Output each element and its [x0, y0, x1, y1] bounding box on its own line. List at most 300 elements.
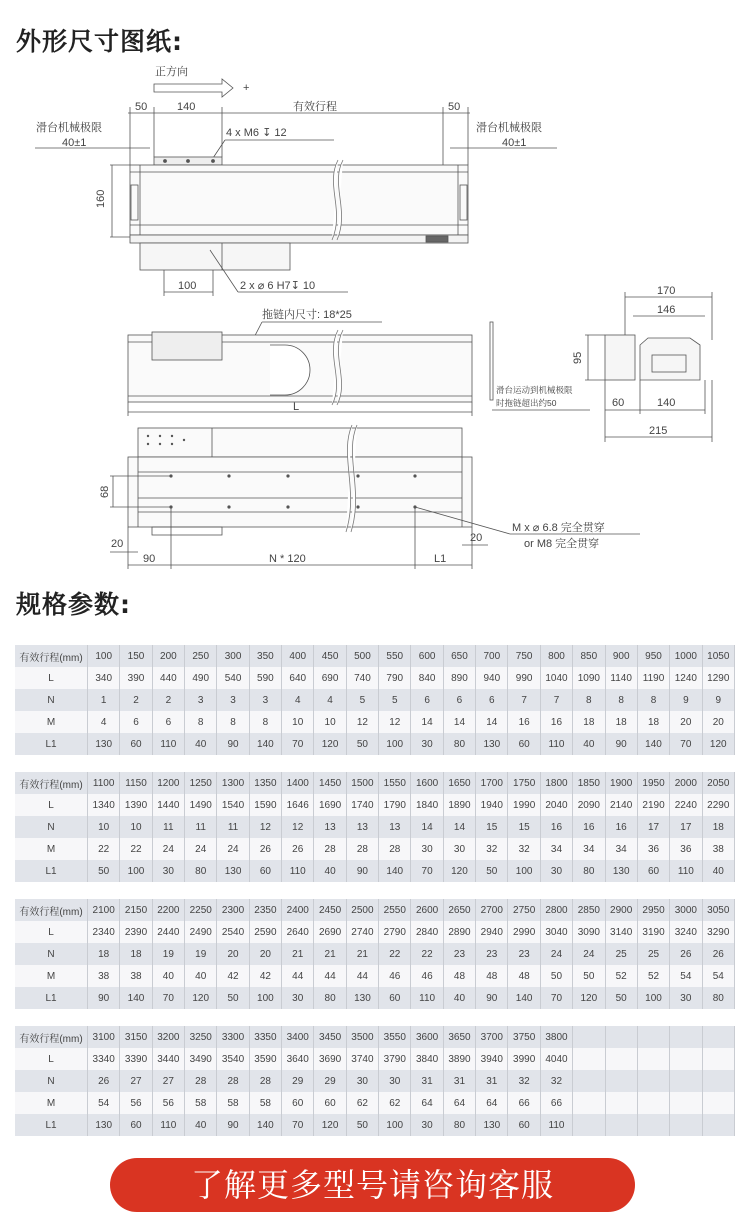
- table-cell: 110: [152, 733, 184, 755]
- table-cell: 90: [217, 1114, 249, 1136]
- table-cell: 1590: [249, 794, 281, 816]
- table-cell: 1140: [605, 667, 637, 689]
- table-cell: 120: [185, 987, 217, 1009]
- table-cell: 3300: [217, 1026, 249, 1048]
- row-label: 有效行程(mm): [15, 899, 88, 921]
- table-cell: 18: [88, 943, 120, 965]
- table-row: [15, 667, 735, 689]
- table-cell: 12: [282, 816, 314, 838]
- table-cell: 1350: [249, 772, 281, 794]
- table-cell: 60: [508, 1114, 540, 1136]
- row-label: 有效行程(mm): [15, 772, 88, 794]
- table-row: [15, 860, 735, 882]
- table-cell: [702, 1070, 734, 1092]
- table-cell: 1090: [573, 667, 605, 689]
- table-cell: 1050: [702, 645, 734, 667]
- table-cell: 4: [88, 711, 120, 733]
- row-label: N: [15, 816, 88, 838]
- bottom-view: [99, 425, 640, 569]
- table-cell: 3500: [346, 1026, 378, 1048]
- table-cell: 8: [605, 689, 637, 711]
- table-row: [15, 816, 735, 838]
- table-cell: 7: [540, 689, 572, 711]
- table-cell: 40: [185, 733, 217, 755]
- table-cell: 2400: [282, 899, 314, 921]
- table-cell: 950: [637, 645, 669, 667]
- table-cell: 18: [605, 711, 637, 733]
- table-cell: 550: [379, 645, 411, 667]
- table-cell: 9: [670, 689, 702, 711]
- row-label: L1: [15, 733, 88, 755]
- table-cell: 22: [411, 943, 443, 965]
- table-cell: 29: [282, 1070, 314, 1092]
- consult-more-models-button[interactable]: 了解更多型号请咨询客服: [110, 1158, 635, 1212]
- table-cell: 46: [411, 965, 443, 987]
- table-cell: 1540: [217, 794, 249, 816]
- table-cell: 60: [508, 733, 540, 755]
- table-cell: 3640: [282, 1048, 314, 1070]
- table-cell: 26: [88, 1070, 120, 1092]
- table-cell: 3: [185, 689, 217, 711]
- table-cell: 21: [282, 943, 314, 965]
- table-cell: 70: [282, 1114, 314, 1136]
- table-cell: 1890: [443, 794, 475, 816]
- table-cell: 56: [120, 1092, 152, 1114]
- table-cell: 22: [88, 838, 120, 860]
- table-cell: 1490: [185, 794, 217, 816]
- table-cell: 23: [443, 943, 475, 965]
- table-cell: 3590: [249, 1048, 281, 1070]
- table-cell: 50: [346, 1114, 378, 1136]
- table-cell: 2690: [314, 921, 346, 943]
- table-cell: 4: [314, 689, 346, 711]
- table-cell: 18: [702, 816, 734, 838]
- table-cell: 50: [88, 860, 120, 882]
- table-cell: 3690: [314, 1048, 346, 1070]
- table-cell: 54: [702, 965, 734, 987]
- table-cell: 13: [346, 816, 378, 838]
- table-cell: 28: [185, 1070, 217, 1092]
- table-cell: 1240: [670, 667, 702, 689]
- table-cell: 19: [185, 943, 217, 965]
- table-cell: 1700: [476, 772, 508, 794]
- table-cell: 24: [185, 838, 217, 860]
- table-cell: 21: [346, 943, 378, 965]
- limit-value-right: 40±1: [502, 137, 527, 149]
- limit-label-right: 滑台机械极限: [476, 122, 542, 134]
- table-cell: 2290: [702, 794, 734, 816]
- table-cell: 3290: [702, 921, 734, 943]
- table-cell: 100: [508, 860, 540, 882]
- table-cell: 13: [379, 816, 411, 838]
- table-cell: 40: [152, 965, 184, 987]
- table-cell: 2140: [605, 794, 637, 816]
- table-cell: 130: [476, 733, 508, 755]
- table-cell: 2900: [605, 899, 637, 921]
- table-cell: 48: [508, 965, 540, 987]
- table-cell: 100: [637, 987, 669, 1009]
- row-label: M: [15, 711, 88, 733]
- table-cell: 60: [379, 987, 411, 1009]
- table-cell: 1850: [573, 772, 605, 794]
- dim-160: 160: [95, 189, 107, 208]
- table-row: [15, 711, 735, 733]
- table-cell: 15: [476, 816, 508, 838]
- table-row: [15, 1026, 735, 1048]
- dim-50-left: 50: [135, 101, 148, 113]
- table-cell: 2790: [379, 921, 411, 943]
- table-cell: 27: [152, 1070, 184, 1092]
- table-cell: 32: [476, 838, 508, 860]
- table-cell: [573, 1114, 605, 1136]
- table-cell: 3250: [185, 1026, 217, 1048]
- table-cell: 70: [411, 860, 443, 882]
- table-cell: 140: [508, 987, 540, 1009]
- table-cell: 3650: [443, 1026, 475, 1048]
- table-cell: 130: [217, 860, 249, 882]
- table-cell: 130: [346, 987, 378, 1009]
- table-cell: 10: [314, 711, 346, 733]
- table-cell: 1646: [282, 794, 314, 816]
- table-cell: 16: [540, 711, 572, 733]
- table-cell: 90: [88, 987, 120, 1009]
- table-cell: 28: [217, 1070, 249, 1092]
- table-cell: 80: [702, 987, 734, 1009]
- table-cell: 24: [573, 943, 605, 965]
- table-cell: 1650: [443, 772, 475, 794]
- table-cell: 66: [508, 1092, 540, 1114]
- table-cell: 3490: [185, 1048, 217, 1070]
- table-cell: 1250: [185, 772, 217, 794]
- table-cell: 500: [346, 645, 378, 667]
- row-label: M: [15, 838, 88, 860]
- dim-L1: L1: [434, 553, 447, 565]
- table-cell: 3190: [637, 921, 669, 943]
- dim-90: 90: [143, 553, 156, 565]
- table-cell: 40: [185, 1114, 217, 1136]
- table-cell: [605, 1092, 637, 1114]
- table-cell: 1740: [346, 794, 378, 816]
- dimension-drawing: [0, 0, 750, 580]
- table-cell: 28: [249, 1070, 281, 1092]
- table-cell: 350: [249, 645, 281, 667]
- table-cell: 14: [411, 711, 443, 733]
- table-cell: [670, 1048, 702, 1070]
- table-cell: 2040: [540, 794, 572, 816]
- table-cell: 54: [670, 965, 702, 987]
- table-cell: 3400: [282, 1026, 314, 1048]
- table-cell: 8: [217, 711, 249, 733]
- table-cell: 110: [411, 987, 443, 1009]
- table-cell: 100: [120, 860, 152, 882]
- table-cell: 32: [540, 1070, 572, 1092]
- table-cell: 1790: [379, 794, 411, 816]
- table-cell: 840: [411, 667, 443, 689]
- table-cell: 450: [314, 645, 346, 667]
- table-cell: [637, 1070, 669, 1092]
- table-cell: [670, 1070, 702, 1092]
- table-cell: 16: [508, 711, 540, 733]
- row-label: L1: [15, 1114, 88, 1136]
- table-cell: 3340: [88, 1048, 120, 1070]
- table-row: [15, 965, 735, 987]
- table-cell: 50: [346, 733, 378, 755]
- table-cell: 3200: [152, 1026, 184, 1048]
- table-cell: 140: [120, 987, 152, 1009]
- table-cell: 3700: [476, 1026, 508, 1048]
- table-cell: 64: [476, 1092, 508, 1114]
- table-cell: 44: [282, 965, 314, 987]
- table-cell: [702, 1092, 734, 1114]
- table-cell: 38: [88, 965, 120, 987]
- table-cell: 27: [120, 1070, 152, 1092]
- table-cell: 21: [314, 943, 346, 965]
- table-cell: 56: [152, 1092, 184, 1114]
- table-cell: 48: [476, 965, 508, 987]
- table-cell: 80: [443, 733, 475, 755]
- table-cell: 100: [249, 987, 281, 1009]
- dim-68: 68: [99, 485, 111, 498]
- table-cell: 1940: [476, 794, 508, 816]
- table-cell: 30: [346, 1070, 378, 1092]
- row-label: L: [15, 794, 88, 816]
- table-cell: 3990: [508, 1048, 540, 1070]
- table-cell: 2540: [217, 921, 249, 943]
- table-cell: 60: [120, 1114, 152, 1136]
- table-cell: 34: [605, 838, 637, 860]
- spec-table: [15, 645, 735, 755]
- table-row: [15, 921, 735, 943]
- table-cell: 1550: [379, 772, 411, 794]
- chain-size-label: 拖链内尺寸: 18*25: [262, 309, 352, 321]
- table-cell: 90: [605, 733, 637, 755]
- table-cell: 2650: [443, 899, 475, 921]
- table-cell: 3: [249, 689, 281, 711]
- table-cell: 26: [282, 838, 314, 860]
- table-cell: 60: [120, 733, 152, 755]
- table-cell: 30: [411, 1114, 443, 1136]
- effective-stroke-label: 有效行程: [293, 101, 337, 113]
- dim-95: 95: [572, 351, 584, 364]
- table-cell: 3940: [476, 1048, 508, 1070]
- table-cell: 28: [314, 838, 346, 860]
- table-cell: 9: [702, 689, 734, 711]
- table-cell: 25: [605, 943, 637, 965]
- table-cell: 1100: [88, 772, 120, 794]
- table-cell: 3040: [540, 921, 572, 943]
- table-cell: 2390: [120, 921, 152, 943]
- table-cell: 340: [88, 667, 120, 689]
- spec-table: [15, 1026, 735, 1136]
- table-cell: [670, 1114, 702, 1136]
- table-cell: [637, 1048, 669, 1070]
- table-row: [15, 1092, 735, 1114]
- table-cell: 13: [314, 816, 346, 838]
- table-cell: 36: [670, 838, 702, 860]
- table-cell: 50: [605, 987, 637, 1009]
- table-cell: 1200: [152, 772, 184, 794]
- table-cell: 3540: [217, 1048, 249, 1070]
- table-cell: 140: [379, 860, 411, 882]
- table-cell: 700: [476, 645, 508, 667]
- table-cell: 3390: [120, 1048, 152, 1070]
- table-cell: 40: [185, 965, 217, 987]
- table-cell: 6: [411, 689, 443, 711]
- table-cell: 40: [573, 733, 605, 755]
- table-cell: 70: [540, 987, 572, 1009]
- table-cell: 14: [476, 711, 508, 733]
- table-cell: 22: [120, 838, 152, 860]
- table-cell: 640: [282, 667, 314, 689]
- table-cell: 4040: [540, 1048, 572, 1070]
- table-row: [15, 838, 735, 860]
- table-cell: 3350: [249, 1026, 281, 1048]
- spec-table: [15, 899, 735, 1009]
- table-cell: 46: [379, 965, 411, 987]
- table-cell: 70: [152, 987, 184, 1009]
- table-row: [15, 1114, 735, 1136]
- table-cell: 3: [217, 689, 249, 711]
- table-cell: 110: [282, 860, 314, 882]
- spec-table: [15, 772, 735, 882]
- table-cell: 8: [249, 711, 281, 733]
- table-cell: 18: [573, 711, 605, 733]
- table-cell: 250: [185, 645, 217, 667]
- table-cell: 80: [185, 860, 217, 882]
- table-cell: 2550: [379, 899, 411, 921]
- table-cell: 940: [476, 667, 508, 689]
- table-row: [15, 899, 735, 921]
- table-row: [15, 772, 735, 794]
- table-cell: 2340: [88, 921, 120, 943]
- table-cell: 50: [217, 987, 249, 1009]
- table-cell: 110: [152, 1114, 184, 1136]
- table-cell: 130: [88, 733, 120, 755]
- table-cell: 3550: [379, 1026, 411, 1048]
- table-cell: 24: [152, 838, 184, 860]
- table-cell: 2500: [346, 899, 378, 921]
- table-cell: 22: [379, 943, 411, 965]
- row-label: L1: [15, 987, 88, 1009]
- table-cell: 740: [346, 667, 378, 689]
- table-cell: 12: [346, 711, 378, 733]
- table-cell: 900: [605, 645, 637, 667]
- dim-60: 60: [612, 397, 625, 409]
- row-label: L1: [15, 860, 88, 882]
- table-cell: 32: [508, 1070, 540, 1092]
- table-cell: 20: [217, 943, 249, 965]
- table-cell: 58: [249, 1092, 281, 1114]
- table-cell: 1290: [702, 667, 734, 689]
- table-row: [15, 689, 735, 711]
- table-cell: 2890: [443, 921, 475, 943]
- table-cell: 26: [702, 943, 734, 965]
- table-cell: 2: [120, 689, 152, 711]
- table-cell: 30: [411, 838, 443, 860]
- table-cell: 19: [152, 943, 184, 965]
- table-cell: 31: [411, 1070, 443, 1092]
- table-cell: 11: [185, 816, 217, 838]
- table-cell: 2600: [411, 899, 443, 921]
- table-cell: 140: [249, 733, 281, 755]
- table-cell: 6: [120, 711, 152, 733]
- table-cell: 3440: [152, 1048, 184, 1070]
- table-cell: 1500: [346, 772, 378, 794]
- table-cell: 990: [508, 667, 540, 689]
- table-cell: 90: [476, 987, 508, 1009]
- table-cell: 36: [637, 838, 669, 860]
- table-cell: 70: [670, 733, 702, 755]
- limit-label-left: 滑台机械极限: [36, 122, 102, 134]
- table-cell: 600: [411, 645, 443, 667]
- table-cell: 150: [120, 645, 152, 667]
- table-cell: [702, 1114, 734, 1136]
- table-cell: 38: [702, 838, 734, 860]
- row-label: N: [15, 943, 88, 965]
- table-cell: 3140: [605, 921, 637, 943]
- table-cell: 60: [637, 860, 669, 882]
- table-cell: 28: [379, 838, 411, 860]
- table-cell: 890: [443, 667, 475, 689]
- table-row: [15, 1070, 735, 1092]
- dim-100: 100: [178, 280, 197, 292]
- table-cell: 34: [540, 838, 572, 860]
- table-cell: 100: [379, 1114, 411, 1136]
- dim-146: 146: [657, 304, 676, 316]
- row-label: L: [15, 667, 88, 689]
- table-cell: 40: [702, 860, 734, 882]
- row-label: L: [15, 1048, 88, 1070]
- table-cell: 3090: [573, 921, 605, 943]
- table-cell: 62: [346, 1092, 378, 1114]
- table-cell: 24: [540, 943, 572, 965]
- dim-L: L: [293, 401, 300, 413]
- table-cell: 1190: [637, 667, 669, 689]
- table-cell: 1450: [314, 772, 346, 794]
- table-cell: 29: [314, 1070, 346, 1092]
- table-cell: [670, 1026, 702, 1048]
- table-cell: [573, 1048, 605, 1070]
- table-cell: 1000: [670, 645, 702, 667]
- table-cell: [670, 1092, 702, 1114]
- table-cell: 15: [508, 816, 540, 838]
- table-cell: 31: [476, 1070, 508, 1092]
- table-cell: 44: [314, 965, 346, 987]
- table-cell: 62: [379, 1092, 411, 1114]
- table-cell: 3050: [702, 899, 734, 921]
- table-cell: 1900: [605, 772, 637, 794]
- table-cell: 200: [152, 645, 184, 667]
- table-cell: 590: [249, 667, 281, 689]
- table-cell: 1690: [314, 794, 346, 816]
- table-cell: 2740: [346, 921, 378, 943]
- table-cell: 3150: [120, 1026, 152, 1048]
- table-cell: 20: [249, 943, 281, 965]
- table-row: [15, 645, 735, 667]
- table-cell: 100: [379, 733, 411, 755]
- table-cell: 2850: [573, 899, 605, 921]
- table-cell: 14: [443, 711, 475, 733]
- table-cell: 64: [443, 1092, 475, 1114]
- table-cell: 3600: [411, 1026, 443, 1048]
- table-cell: 8: [185, 711, 217, 733]
- row-label: M: [15, 1092, 88, 1114]
- table-cell: 26: [249, 838, 281, 860]
- table-cell: 3100: [88, 1026, 120, 1048]
- table-cell: 3450: [314, 1026, 346, 1048]
- table-cell: 52: [605, 965, 637, 987]
- table-cell: 30: [670, 987, 702, 1009]
